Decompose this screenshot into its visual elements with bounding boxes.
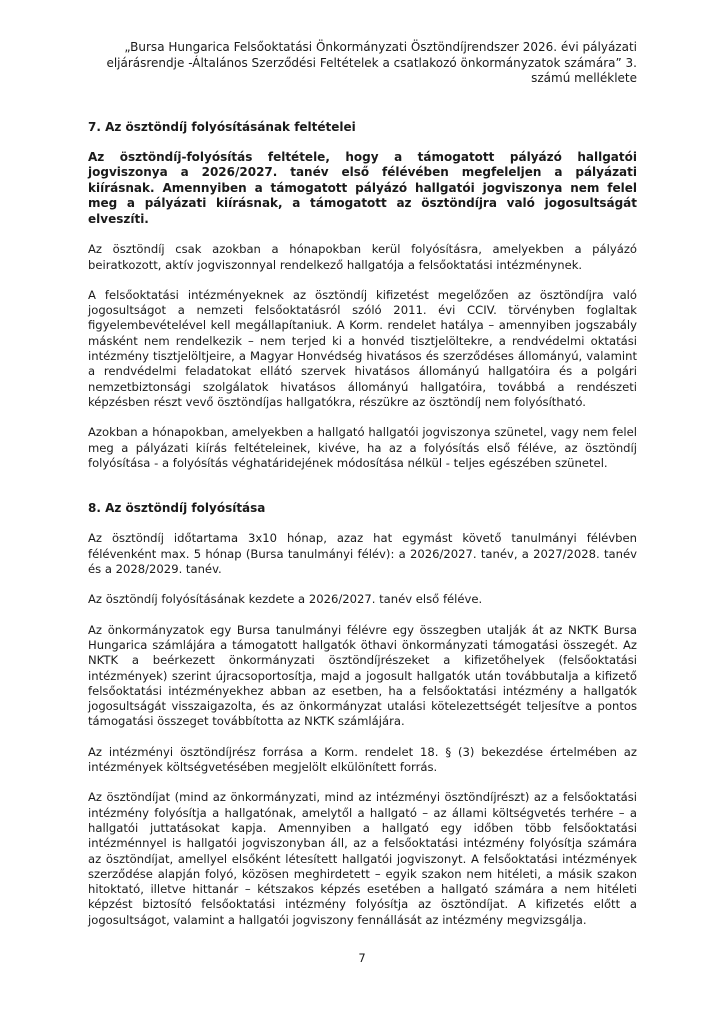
section-8-title: 8. Az ösztöndíj folyósítása [88, 501, 266, 516]
section-7-paragraph-2: A felsőoktatási intézményeknek az ösztöndíj kifizetést megelőzően az ösztöndíjra való jogosultságot a nemzeti felsőoktatásról szóló 2011. évi CCIV. törvényben foglaltak figyelembevételével kell megállapítaniuk. A Korm. rendelet hatálya – amennyiben jogszabály másként nem rendelkezik – nem terjed ki a honvéd tisztjelöltekre, a rendvédelmi oktatási intézmény tisztjelöltjeire, a Magyar Honvédség hivatásos és szerződéses állományú, valamint a rendvédelmi feladatokat ellátó szervek hivatásos állományú hallgatóira és a polgári nemzetbiztonsági szolgálatok hivatásos állományú hallgatóira, továbbá a rendészeti képzésben részt vevő ösztöndíjas hallgatókra, részükre az ösztöndíj nem folyósítható. [88, 287, 637, 409]
section-8-paragraph-2: Az ösztöndíj folyósításának kezdete a 2026/2027. tanév első féléve. [88, 592, 483, 607]
section-7-bold-paragraph: Az ösztöndíj-folyósítás feltétele, hogy a támogatott pályázó hallgatói jogviszonya a 2026/2027. tanév első félévében megfeleljen a pályázati kiírásnak. Amennyiben a támogatott pályázó hallgatói jogviszonya nem felel meg a pályázati kiírásnak, a támogatott az ösztöndíjra való jogosultságát elveszíti. [88, 149, 637, 226]
document-page [88, 40, 637, 928]
section-7-paragraph-1: Az ösztöndíj csak azokban a hónapokban kerül folyósításra, amelyekben a pályázó beiratkozott, aktív jogviszonnyal rendelkező hallgatója a felsőoktatási intézménynek. [88, 242, 637, 272]
section-8-paragraph-3: Az önkormányzatok egy Bursa tanulmányi félévre egy összegben utalják át az NKTK Bursa Hungarica számlájára a támogatott hallgatók öthavi önkormányzati támogatási összegét. Az NKTK a beérkezett önkormányzati ösztöndíjrészeket a kifizetőhelyek (felsőoktatási intézmények) szerint újracsoportosítja, majd a jogosult hallgatók után továbbutalja a kifizető felsőoktatási intézményekhez abban az esetben, ha a felsőoktatási intézmény a hallgatók jogosultságát visszaigazolta, és az önkormányzat utalási kötelezettségét teljesítve a pontos támogatási összeget továbbította az NKTK számlájára. [88, 622, 637, 729]
section-7-title: 7. Az ösztöndíj folyósításának feltételei [88, 119, 356, 134]
section-8-paragraph-4: Az intézményi ösztöndíjrész forrása a Korm. rendelet 18. § (3) bekezdése értelmében az intézmények költségvetésében megjelölt elkülönített forrás. [88, 744, 637, 775]
document-header: „Bursa Hungarica Felsőoktatási Önkormányzati Ösztöndíjrendszer 2026. évi pályázati eljárásrendje -Általános Szerződési Feltételek a csatlakozó önkormányzatok számára” 3. számú melléklete [106, 40, 637, 85]
section-7-paragraph-3: Azokban a hónapokban, amelyekben a hallgató hallgatói jogviszonya szünetel, vagy nem felel meg a pályázati kiírás feltételeinek, kivéve, ha az a folyósítás első féléve, az ösztöndíj folyósítása - a folyósítás véghatáridejének módosítása nélkül - teljes egészében szünetel. [88, 425, 637, 470]
section-8-paragraph-5: Az ösztöndíjat (mind az önkormányzati, mind az intézményi ösztöndíjrészt) az a felsőoktatási intézmény folyósítja a hallgatónak, amelytől a hallgató – az állami költségvetés terhére – a hallgatói juttatásokat kapja. Amennyiben a hallgató egy időben több felsőoktatási intézménnyel is hallgatói jogviszonyban áll, az a felsőoktatási intézmény folyósítja számára az ösztöndíjat, amellyel elsőként létesített hallgatói jogviszonyt. A felsőoktatási intézmények szerződése alapján folyó, közösen meghirdetett – egyik szakon nem hitéleti, a másik szakon hitoktató, illetve hittanár – kétszakos képzés esetében a hallgató számára a nem hitéleti képzést biztosító felsőoktatási intézmény folyósítja az ösztöndíjat. A kifizetés előtt a jogosultságot, valamint a hallgatói jogviszony fennállását az intézmény megvizsgálja. [88, 790, 637, 927]
section-8-paragraph-1: Az ösztöndíj időtartama 3x10 hónap, azaz hat egymást követő tanulmányi félévben félévenként max. 5 hónap (Bursa tanulmányi félév): a 2026/2027. tanév, a 2027/2028. tanév és a 2028/2029. tanév. [88, 531, 637, 577]
page-number: 7 [358, 951, 366, 965]
